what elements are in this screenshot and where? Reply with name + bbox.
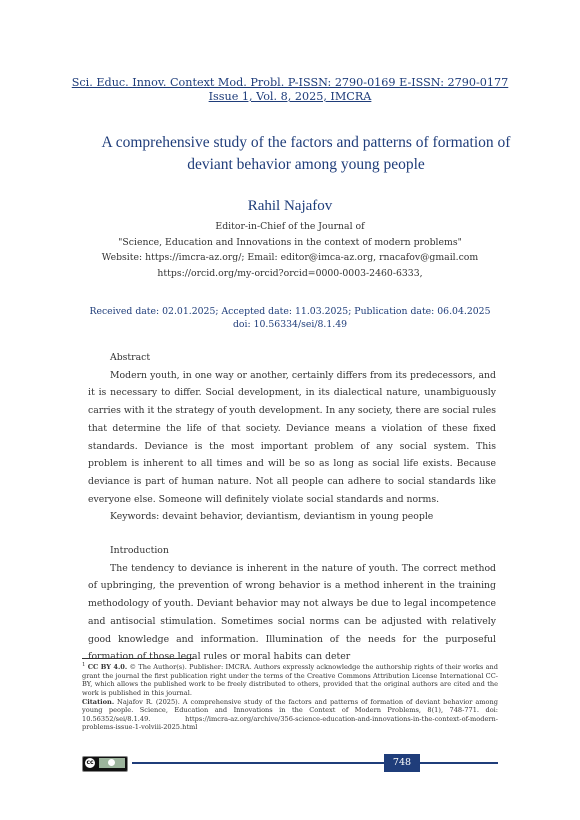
footnote: [82, 661, 498, 732]
author-role: Editor-in-Chief of the Journal of: [215, 221, 365, 232]
journal-header-line-1[interactable]: Sci. Educ. Innov. Context Mod. Probl. P-ISSN: 2790-0169 E-ISSN: 2790-0177: [71, 76, 509, 89]
author-contacts: Website: https://imcra-az.org/; Email: editor@imca-az.org, rnacafov@gmail.com: [101, 252, 479, 263]
page-number: 748: [384, 754, 420, 772]
citation-text: Najafov R. (2025). A comprehensive study of the factors and patterns of formation of deviant behavior among young people. Science, Education and Innovations in the Context of Modern Problems, 8(1), 748-771. doi: 10.56352/sei/8.1.49. https://imcra-az.org/archive/356-science-education-and-innovations-in-the-context-of-modern-problems-issue-1-volviii-2025.html: [82, 697, 498, 732]
article-title: A comprehensive study of the factors and patterns of formation of deviant behavior among young people: [101, 134, 511, 173]
article-body: [88, 349, 496, 666]
abstract-heading: Abstract: [110, 352, 151, 363]
publication-dates: [0, 306, 580, 331]
license-label: CC BY 4.0.: [87, 663, 128, 672]
footnote-marker: 1: [82, 662, 86, 668]
citation-label: Citation.: [82, 697, 115, 706]
author-affiliation: [0, 219, 580, 281]
footer-rule: [132, 762, 498, 764]
journal-header-line-2[interactable]: Issue 1, Vol. 8, 2025, IMCRA: [208, 90, 372, 103]
author-journal: "Science, Education and Innovations in the context of modern problems": [118, 236, 462, 248]
abstract-text: Modern youth, in one way or another, certainly differs from its predecessors, and it is necessary to differ. Social development, in its dialectical nature, unambiguously carries with it the strategy of youth development. In any society, there are social rules that determine the life of that society. Deviance means a violation of these fixed standards. Deviance is the most important problem of any social system. This problem is inherent to all times and will be so as long as social life exists. Because deviance is part of human nature. Not all people can adhere to social standards like everyone else. Someone will definitely violate social standards and norms.: [88, 369, 496, 505]
license-text: © The Author(s). Publisher: IMCRA. Authors expressly acknowledge the authorship rights of their works and grant the journal the first publication right under the terms of the Creative Commons Attribution License International CC-BY, which allows the published work to be freely distributed to others, provided that the original authors are cited and the work is published in this journal.: [82, 663, 498, 697]
footnote-divider: [82, 658, 194, 659]
keywords: Keywords: devaint behavior, deviantism, deviantism in young people: [110, 511, 434, 523]
introduction-heading: Introduction: [110, 545, 169, 557]
doi-line: doi: 10.56334/sei/8.1.49: [232, 318, 348, 330]
journal-header[interactable]: [0, 76, 580, 104]
author-orcid: https://orcid.org/my-orcid?orcid=0000-0003-2460-6333,: [157, 267, 423, 279]
author-name: Rahil Najafov: [247, 198, 333, 214]
page-footer: [82, 754, 498, 772]
cc-by-badge-icon[interactable]: cc: [82, 756, 128, 772]
introduction-text: The tendency to deviance is inherent in the nature of youth. The correct method of upbringing, the prevention of wrong behavior is a method inherent in the training methodology of youth. Deviant behavior may not always be due to legal incompetence and antisocial stimulation. Sometimes social norms can be adjusted with relatively good knowledge and information. Illumination of the needs for the purposeful formation of those legal rules or moral habits can deter: [88, 562, 496, 663]
dates-line: Received date: 02.01.2025; Accepted date: 11.03.2025; Publication date: 06.04.2025: [89, 306, 491, 317]
